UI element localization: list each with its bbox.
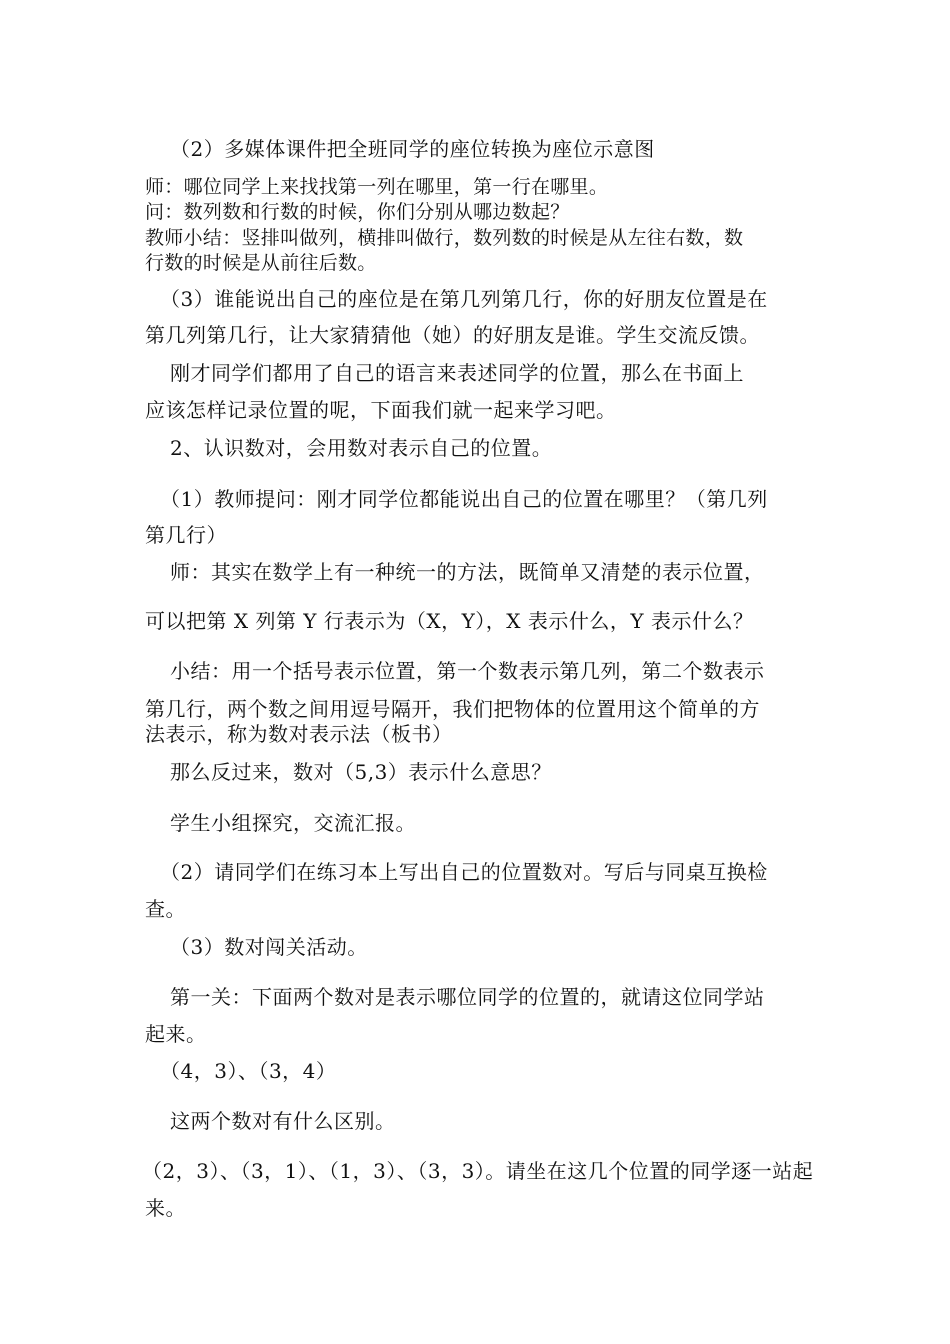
paragraph-teacher-ask-line1: （1）教师提问：刚才同学位都能说出自己的位置在哪里？（第几列 <box>160 487 768 511</box>
paragraph-reverse-question: 那么反过来，数对（5,3）表示什么意思？ <box>170 760 552 784</box>
paragraph-summary-line1: 教师小结：竖排叫做列，横排叫做行，数列数的时候是从左往右数，数 <box>145 227 744 249</box>
paragraph-seat-line1: （3）谁能说出自己的座位是在第几列第几行，你的好朋友位置是在 <box>160 287 768 311</box>
paragraph-pairs-example: （4，3）、（3，4） <box>160 1059 337 1083</box>
paragraph-conclusion-line2: 第几行，两个数之间用逗号隔开，我们把物体的位置用这个简单的方 <box>145 697 760 721</box>
paragraph-conclusion-line1: 小结：用一个括号表示位置，第一个数表示第几列，第二个数表示 <box>170 659 765 683</box>
paragraph-record-line1: 刚才同学们都用了自己的语言来表述同学的位置，那么在书面上 <box>170 361 744 385</box>
paragraph-seat-line2: 第几列第几行，让大家猜猜他（她）的好朋友是谁。学生交流反馈。 <box>145 323 760 347</box>
paragraph-group-explore: 学生小组探究，交流汇报。 <box>170 811 416 835</box>
paragraph-write-pair-line2: 查。 <box>145 897 186 921</box>
paragraph-stand-up-line1: （2，3）、（3，1）、（1，3）、（3，3）。请坐在这几个位置的同学逐一站起 <box>142 1159 814 1183</box>
paragraph-first-level-line2: 起来。 <box>145 1022 207 1046</box>
section-heading-number-pair: 2、认识数对，会用数对表示自己的位置。 <box>170 436 553 460</box>
paragraph-record-line2: 应该怎样记录位置的呢，下面我们就一起来学习吧。 <box>145 398 617 422</box>
paragraph-stand-up-line2: 来。 <box>145 1196 186 1220</box>
paragraph-difference-question: 这两个数对有什么区别。 <box>170 1109 396 1133</box>
paragraph-teacher-ask-line2: 第几行） <box>145 523 227 547</box>
paragraph-media-courseware: （2）多媒体课件把全班同学的座位转换为座位示意图 <box>170 137 655 161</box>
paragraph-write-pair-line1: （2）请同学们在练习本上写出自己的位置数对。写后与同桌互换检 <box>160 860 768 884</box>
paragraph-first-level-line1: 第一关：下面两个数对是表示哪位同学的位置的，就请这位同学站 <box>170 985 765 1009</box>
section-heading-challenge: （3）数对闯关活动。 <box>170 935 368 959</box>
paragraph-summary-line2: 行数的时候是从前往后数。 <box>145 252 377 274</box>
paragraph-conclusion-line3: 法表示，称为数对表示法（板书） <box>145 722 453 746</box>
paragraph-method-line1: 师：其实在数学上有一种统一的方法，既简单又清楚的表示位置， <box>170 560 765 584</box>
paragraph-teacher-question: 师：哪位同学上来找找第一列在哪里，第一行在哪里。 <box>145 176 609 198</box>
paragraph-ask-count: 问：数列数和行数的时候，你们分别从哪边数起？ <box>145 201 570 223</box>
paragraph-method-line2: 可以把第 X 列第 Y 行表示为（X，Y），X 表示什么，Y 表示什么？ <box>145 609 754 633</box>
